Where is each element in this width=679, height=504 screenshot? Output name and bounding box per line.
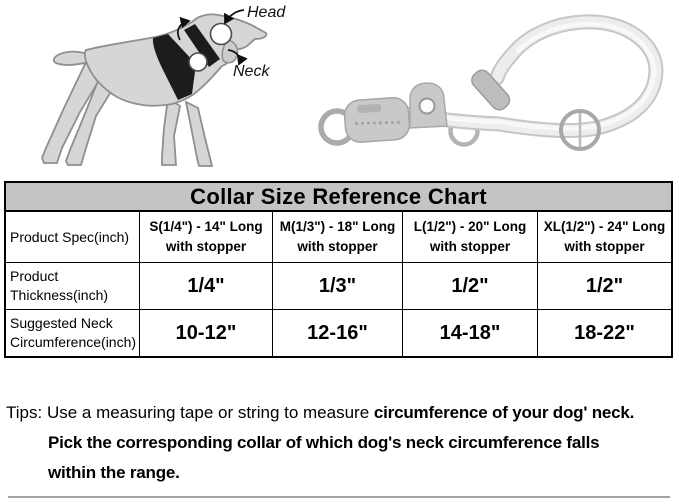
cell-circumference-s: 10-12" [140,310,273,356]
cell-thickness-s: 1/4" [140,263,273,310]
head-measure-point [211,24,232,45]
table-title: Collar Size Reference Chart [6,183,671,212]
neck-label: Neck [233,63,270,80]
col-header-size-m: M(1/3") - 18" Long with stopper [273,212,403,263]
col-header-size-s: S(1/4") - 14" Long with stopper [140,212,273,263]
neck-measure-point [189,53,207,71]
cell-circumference-l: 14-18" [403,310,538,356]
rivet-tab [410,83,447,128]
col-header-size-l: L(1/2") - 20" Long with stopper [403,212,538,263]
clamp-sleeve [344,97,411,143]
row-header-thickness: Product Thickness(inch) [6,263,140,310]
tips-section [6,398,634,488]
collar-size-table [4,181,673,358]
head-label: Head [247,4,286,21]
cell-thickness-l: 1/2" [403,263,538,310]
cell-thickness-m: 1/3" [273,263,403,310]
tips-line-2: Pick the corresponding collar of which dog's neck circumference falls [48,433,600,452]
table-grid [6,212,671,356]
col-header-product-spec: Product Spec(inch) [6,212,140,263]
rope-collar-photo [300,0,679,178]
tips-line-1: Tips: Use a measuring tape or string to measure circumference of your dog' neck. [6,403,635,422]
tips-line-3: within the range. [48,463,180,482]
cell-circumference-xl: 18-22" [574,321,635,344]
dog-measuring-diagram [0,0,310,178]
tips-label: Tips: [6,403,43,422]
bottom-divider [8,496,670,498]
cell-circumference-m: 12-16" [273,310,403,356]
row-header-circumference: Suggested Neck Circumference(inch) [6,310,140,356]
cell-thickness-xl: 1/2" [538,263,671,310]
col-header-size-xl: XL(1/2") - 24" Long with stopper [538,212,671,263]
